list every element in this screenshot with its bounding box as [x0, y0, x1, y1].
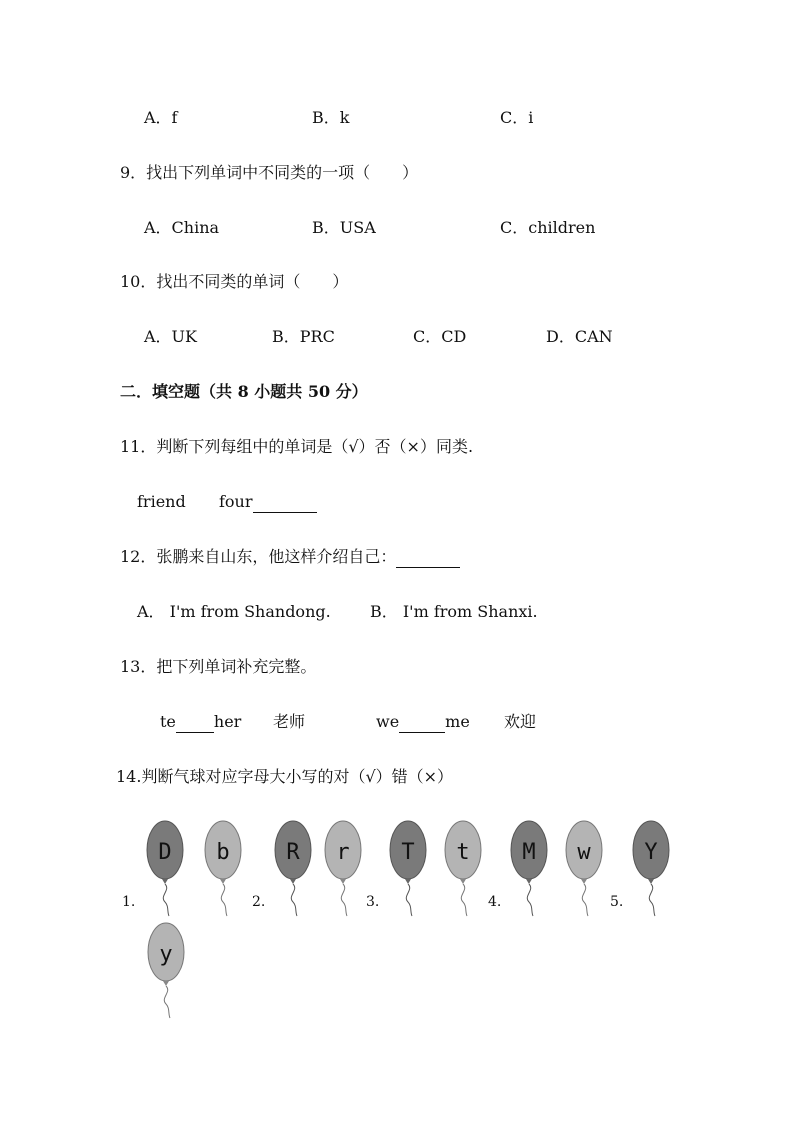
q13-word-1 [160, 712, 241, 733]
q14-item-number-3: 3. [366, 894, 380, 910]
word-part: her [213, 712, 242, 731]
q14-item-number-2: 2. [252, 894, 266, 910]
balloon-9 [631, 818, 671, 918]
section-title: 二．填空题（共 8 小题共 50 分） [120, 382, 368, 401]
balloon-2 [203, 818, 243, 918]
answer-blank[interactable] [396, 547, 460, 568]
q12-stem: 12．张鹏来自山东，他这样介绍自己： [120, 547, 397, 566]
balloon-letter: r [336, 840, 350, 865]
balloon-5 [388, 818, 428, 918]
balloon-letter: b [216, 840, 230, 865]
q9-option-c: C．children [500, 218, 596, 237]
word-part: me [445, 712, 470, 731]
q12-option-a: A． I'm from Shandong. [137, 602, 331, 621]
word-part: we [376, 712, 400, 731]
balloon-3 [273, 818, 313, 918]
q13-stem: 13．把下列单词补充完整。 [120, 657, 317, 676]
q10-option-b: B．PRC [272, 327, 335, 346]
balloon-1 [145, 818, 185, 918]
balloon-10 [146, 920, 186, 1020]
answer-blank[interactable] [253, 492, 317, 513]
balloon-letter: T [401, 840, 415, 865]
q9-option-b: B．USA [312, 218, 376, 237]
q12-option-b: B． I'm from Shanxi. [370, 602, 538, 621]
balloon-7 [509, 818, 549, 918]
q9-stem: 9．找出下列单词中不同类的一项（ ） [120, 163, 419, 182]
balloon-letter: R [286, 840, 300, 865]
q14-item-number-4: 4. [488, 894, 502, 910]
balloon-4 [323, 818, 363, 918]
q13-meaning-2: 欢迎 [504, 712, 537, 731]
q11-stem: 11．判断下列每组中的单词是（√）否（×）同类. [120, 437, 474, 456]
balloon-8 [564, 818, 604, 918]
answer-blank[interactable] [176, 712, 214, 733]
q10-option-d: D．CAN [546, 327, 613, 346]
answer-blank[interactable] [399, 712, 445, 733]
q10-stem: 10．找出不同类的单词（ ） [120, 272, 349, 291]
balloon-letter: t [456, 840, 470, 865]
balloon-letter: y [159, 942, 173, 967]
balloon-letter: D [158, 840, 172, 865]
q8-option-a: A．f [144, 108, 178, 127]
q11-word-2: four [219, 492, 253, 511]
q13-word-2 [376, 712, 470, 733]
balloon-letter: M [522, 840, 536, 865]
balloon-letter: w [577, 840, 591, 865]
q10-option-c: C．CD [413, 327, 467, 346]
q14-stem: 14.判断气球对应字母大小写的对（√）错（×） [116, 767, 454, 786]
q10-option-a: A．UK [144, 327, 197, 346]
q8-option-c: C．i [500, 108, 534, 127]
q14-item-number-5: 5. [610, 894, 624, 910]
balloon-6 [443, 818, 483, 918]
q8-option-b: B．k [312, 108, 350, 127]
q12-stem-with-blank [120, 547, 460, 568]
q9-option-a: A．China [144, 218, 220, 237]
q14-item-number-1: 1. [122, 894, 136, 910]
word-part: te [160, 712, 176, 731]
q13-meaning-1: 老师 [273, 712, 306, 731]
q11-word-1: friend [137, 492, 186, 511]
balloon-letter: Y [644, 840, 658, 865]
q11-word-2-with-blank [219, 492, 317, 513]
